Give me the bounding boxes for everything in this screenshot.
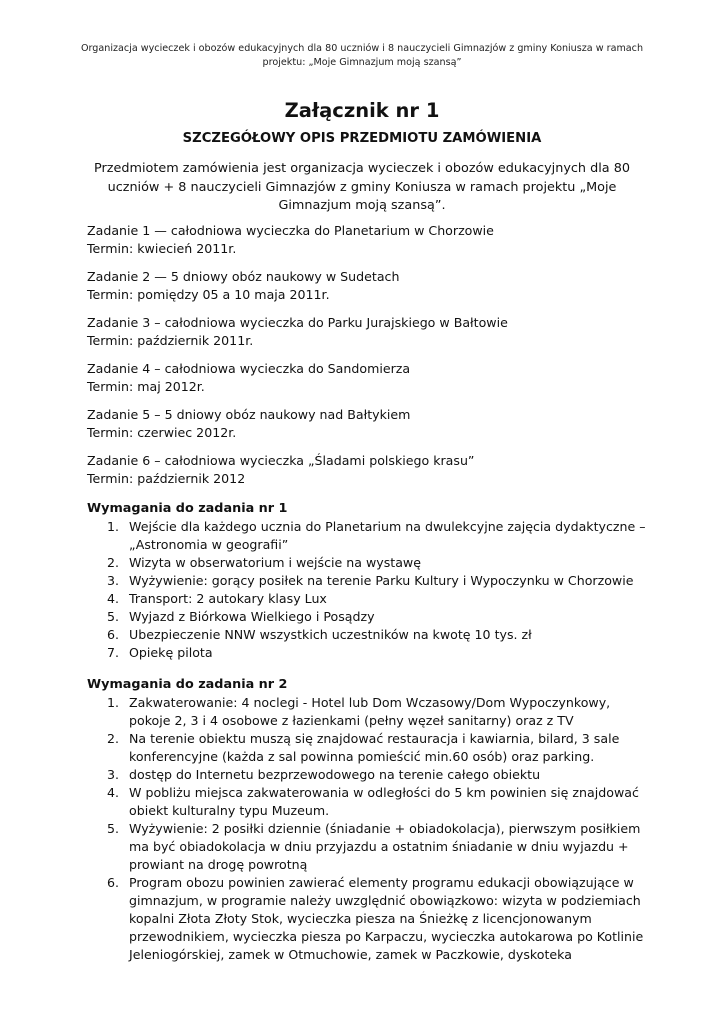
list-item bbox=[87, 572, 647, 590]
list-number: 5. bbox=[107, 821, 120, 836]
list-item bbox=[87, 554, 647, 572]
list-number: 4. bbox=[107, 591, 120, 606]
page-subtitle: SZCZEGÓŁOWY OPIS PRZEDMIOTU ZAMÓWIENIA bbox=[182, 131, 542, 146]
task-block bbox=[87, 452, 647, 488]
list-item-text: Opiekę pilota bbox=[129, 645, 213, 660]
list-item-text: Program obozu powinien zawierać elementy programu edukacji obowiązujące w gimnazjum, w programie należy uwzględnić obowiązkowo: wizyta w podziemiach kopalni Złota Złoty Stok, wycieczka piesza na Śnieżkę z licencjonowanym przewodnikiem, wycieczka piesza po Karpaczu, wycieczka autokarowa po Kotlinie Jeleniogórskiej, zamek w Otmuchowie, zamek w Paczkowie, dyskoteka bbox=[129, 875, 644, 962]
list-item-text: W pobliżu miejsca zakwaterowania w odległości do 5 km powinien się znajdować obiekt kulturalny typu Muzeum. bbox=[129, 785, 639, 818]
list-item-text: Wejście dla każdego ucznia do Planetarium na dwulekcyjne zajęcia dydaktyczne – „Astronomia w geografii” bbox=[129, 519, 646, 552]
task-deadline: Termin: październik 2011r. bbox=[87, 333, 254, 348]
list-number: 7. bbox=[107, 645, 120, 660]
list-item bbox=[87, 874, 647, 964]
list-item-text: Wyżywienie: gorący posiłek na terenie Parku Kultury i Wypoczynku w Chorzowie bbox=[129, 573, 634, 588]
document-body bbox=[87, 222, 647, 964]
list-item bbox=[87, 590, 647, 608]
task-deadline: Termin: pomiędzy 05 a 10 maja 2011r. bbox=[87, 287, 330, 302]
intro-paragraph: Przedmiotem zamówienia jest organizacja wycieczek i obozów edukacyjnych dla 80 uczniów + 8 nauczycieli Gimnazjów z gminy Koniusza w ramach projektu „Moje Gimnazjum moją szansą”. bbox=[94, 161, 630, 213]
task-deadline: Termin: kwiecień 2011r. bbox=[87, 241, 237, 256]
task-deadline: Termin: maj 2012r. bbox=[87, 379, 205, 394]
task-block bbox=[87, 314, 647, 350]
requirements-heading-2: Wymagania do zadania nr 2 bbox=[87, 677, 288, 692]
list-number: 3. bbox=[107, 573, 120, 588]
requirements-heading-1: Wymagania do zadania nr 1 bbox=[87, 501, 288, 516]
list-item bbox=[87, 626, 647, 644]
task-title: Zadanie 3 – całodniowa wycieczka do Parku Jurajskiego w Bałtowie bbox=[87, 315, 508, 330]
list-item bbox=[87, 730, 647, 766]
list-item-text: dostęp do Internetu bezprzewodowego na terenie całego obiektu bbox=[129, 767, 541, 782]
task-title: Zadanie 2 — 5 dniowy obóz naukowy w Sudetach bbox=[87, 269, 400, 284]
list-number: 2. bbox=[107, 555, 120, 570]
requirements-list-1 bbox=[87, 518, 647, 662]
list-item-text: Wyżywienie: 2 posiłki dziennie (śniadanie + obiadokolacja), pierwszym posiłkiem ma być obiadokolacja w dniu przyjazdu a ostatnim śniadanie w dniu wyjazdu + prowiant na drogę powrotną bbox=[129, 821, 641, 872]
task-title: Zadanie 5 – 5 dniowy obóz naukowy nad Bałtykiem bbox=[87, 407, 411, 422]
list-item bbox=[87, 784, 647, 820]
list-item bbox=[87, 518, 647, 554]
task-title: Zadanie 4 – całodniowa wycieczka do Sandomierza bbox=[87, 361, 411, 376]
list-item bbox=[87, 820, 647, 874]
list-number: 4. bbox=[107, 785, 120, 800]
list-number: 1. bbox=[107, 519, 120, 534]
list-item-text: Zakwaterowanie: 4 noclegi - Hotel lub Dom Wczasowy/Dom Wypoczynkowy, pokoje 2, 3 i 4 osobowe z łazienkami (pełny węzeł sanitarny) oraz z TV bbox=[129, 695, 611, 728]
list-item-text: Ubezpieczenie NNW wszystkich uczestników na kwotę 10 tys. zł bbox=[129, 627, 532, 642]
task-block bbox=[87, 406, 647, 442]
list-item-text: Wyjazd z Biórkowa Wielkiego i Posądzy bbox=[129, 609, 375, 624]
list-number: 2. bbox=[107, 731, 120, 746]
list-item bbox=[87, 766, 647, 784]
list-item-text: Na terenie obiektu muszą się znajdować restauracja i kawiarnia, bilard, 3 sale konferencyjne (każda z sal powinna pomieścić min.60 osób) oraz parking. bbox=[129, 731, 620, 764]
list-item-text: Wizyta w obserwatorium i wejście na wystawę bbox=[129, 555, 421, 570]
list-item bbox=[87, 644, 647, 662]
list-number: 5. bbox=[107, 609, 120, 624]
list-item-text: Transport: 2 autokary klasy Lux bbox=[129, 591, 327, 606]
requirements-list-2 bbox=[87, 694, 647, 964]
list-number: 6. bbox=[107, 875, 120, 890]
list-number: 3. bbox=[107, 767, 120, 782]
task-block bbox=[87, 222, 647, 258]
task-block bbox=[87, 360, 647, 396]
task-title: Zadanie 1 — całodniowa wycieczka do Planetarium w Chorzowie bbox=[87, 223, 494, 238]
task-deadline: Termin: czerwiec 2012r. bbox=[87, 425, 237, 440]
list-number: 1. bbox=[107, 695, 120, 710]
list-item bbox=[87, 608, 647, 626]
header-note: Organizacja wycieczek i obozów edukacyjnych dla 80 uczniów i 8 nauczycieli Gimnazjów z gminy Koniusza w ramach projektu: „Moje Gimnazjum moją szansą” bbox=[80, 43, 644, 68]
task-title: Zadanie 6 – całodniowa wycieczka „Śladami polskiego krasu” bbox=[87, 453, 475, 468]
page-title: Załącznik nr 1 bbox=[284, 99, 440, 122]
list-item bbox=[87, 694, 647, 730]
task-deadline: Termin: październik 2012 bbox=[87, 471, 246, 486]
list-number: 6. bbox=[107, 627, 120, 642]
task-block bbox=[87, 268, 647, 304]
